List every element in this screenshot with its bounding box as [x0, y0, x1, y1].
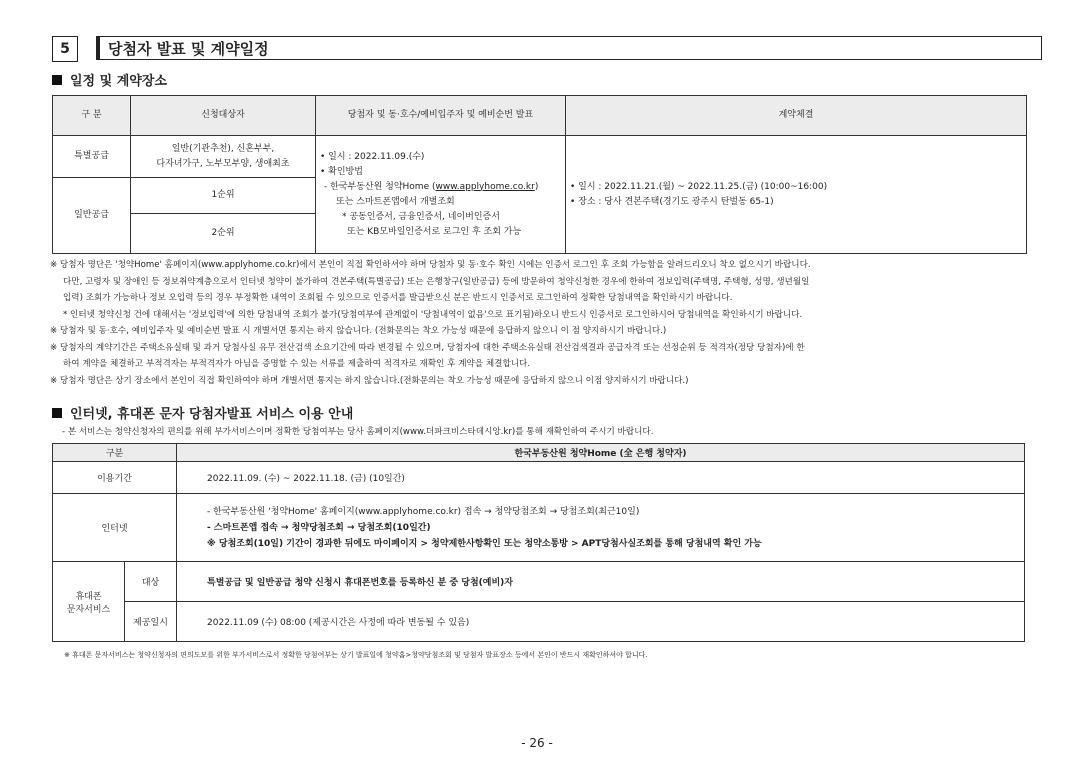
- square-bullet-icon: [52, 75, 62, 85]
- special-supply-label: 특별공급: [53, 136, 131, 178]
- table-row: [53, 462, 1025, 494]
- period-label: 이용기간: [53, 462, 177, 494]
- general-rank2: 2순위: [131, 214, 316, 254]
- applyhome-link[interactable]: www.applyhome.co.kr: [435, 181, 535, 192]
- service-footnote: ※ 휴대폰 문자서비스는 청약신청자의 편의도모를 위한 부가서비스로서 정확한 당첨여부는 상기 발표일에 청약홈>청약당첨조회 및 당첨자 발표장소 등에서 본인이 반드시 재확인하셔야 합니다.: [64, 651, 648, 659]
- notes-block: [50, 257, 1030, 389]
- sms-target-value: 특별공급 및 일반공급 청약 신청시 휴대폰번호를 등록하신 분 중 당첨(예비)자: [177, 562, 1025, 602]
- general-supply-label: 일반공급: [53, 178, 131, 254]
- section-number: 5: [52, 36, 78, 62]
- internet-label: 인터넷: [53, 494, 177, 562]
- note-line: * 인터넷 청약신청 건에 대해서는 '정보입력'에 의한 당첨내역 조회가 불가(당첨여부에 관계없이 '당첨내역이 없음'으로 표기됨)하오니 반드시 인증서로 로그인하시어 당첨내역을 확인하시기 바랍니다.: [63, 309, 803, 320]
- announce-date: • 일시 : 2022.11.09.(수): [320, 151, 425, 162]
- square-bullet-icon: [52, 408, 62, 418]
- table-row: [53, 562, 1025, 602]
- contract-date: • 일시 : 2022.11.21.(월) ~ 2022.11.25.(금) (10:00~16:00): [570, 181, 828, 192]
- sms-label-line: 문자서비스: [66, 604, 111, 615]
- contract-place: • 장소 : 당사 견본주택(경기도 광주시 탄벌동 65-1): [570, 196, 774, 207]
- announce-line: 또는 스마트폰앱에서 개별조회: [336, 196, 455, 207]
- service-heading: [52, 403, 353, 422]
- contract-cell: [566, 136, 1027, 254]
- table-row: [53, 136, 1027, 178]
- col-header-contract: 계약체결: [566, 96, 1027, 136]
- note-line: ※ 당첨자 명단은 상기 장소에서 본인이 직접 확인하여야 하며 개별서면 통지는 하지 않습니다.(전화문의는 착오 가능성 때문에 응답하지 않으니 이점 양지하시기 바랍니다.): [50, 375, 689, 386]
- internet-line: ※ 당첨조회(10일) 기간이 경과한 뒤에도 마이페이지 > 청약제한사항확인 또는 청약소통방 > APT당첨사실조회를 통해 당첨내역 확인 가능: [207, 538, 762, 549]
- service-header-value: 한국부동산원 청약Home (全 은행 청약자): [177, 444, 1025, 462]
- col-header-target: 신청대상자: [131, 96, 316, 136]
- general-rank1: 1순위: [131, 178, 316, 214]
- special-target-line: 일반(기관추천), 신혼부부,: [171, 143, 275, 154]
- internet-cell: [177, 494, 1025, 562]
- note-line: 하여 계약을 체결하고 부적격자는 부적격자가 아님을 증명할 수 있는 서류를 제출하여 적격자로 재확인 후 계약을 체결합니다.: [63, 359, 531, 369]
- table-row: [53, 494, 1025, 562]
- sms-label-line: 휴대폰: [75, 591, 102, 602]
- note-line: 다만, 고령자 및 장애인 등 정보취약계층으로서 인터넷 청약이 불가하여 견본주택(특별공급) 또는 은행창구(일반공급) 등에 방문하여 청약신청한 경우에 한하여 정보입력(주택명, 주택형, 성명, 생년월일: [63, 276, 810, 287]
- service-heading-text: 인터넷, 휴대폰 문자 당첨자발표 서비스 이용 안내: [70, 407, 354, 422]
- service-intro: - 본 서비스는 청약신청자의 편의를 위해 부가서비스이며 정확한 당첨여부는 당사 홈페이지(www.더파크비스타데시앙.kr)를 통해 재확인하여 주시기 바랍니다.: [62, 427, 654, 437]
- internet-line: - 한국부동산원 '청약Home' 홈페이지(www.applyhome.co.kr) 접속 → 청약당첨조회 → 당첨조회(최근10일): [207, 506, 640, 517]
- sms-time-value: 2022.11.09 (수) 08:00 (제공시간은 사정에 따라 변동될 수 있음): [177, 602, 1025, 642]
- note-line: ※ 당첨자 및 동·호수, 예비입주자 및 예비순번 발표 시 개별서면 통지는 하지 않습니다. (전화문의는 착오 가능성 때문에 응답하지 않으니 이 점 양지하시기 바랍니다.): [50, 326, 667, 336]
- announce-line-suffix: ): [534, 181, 539, 192]
- note-line: ※ 당첨자 명단은 '청약Home' 홈페이지(www.applyhome.co.kr)에서 본인이 직접 확인하셔야 하며 당첨자 및 동·호수 확인 시에는 인증서 로그인 후 조회 가능함을 알려드리오니 착오 없으시기 바랍니다.: [50, 260, 811, 270]
- note-line: 입력) 조회가 가능하나 정보 오입력 등의 경우 부정확한 내역이 조회될 수 있으므로 인증서를 발급받으신 분은 반드시 인증서로 로그인하여 정확한 당첨내역을 확인하시기 바랍니다.: [63, 293, 733, 303]
- section-header: [52, 36, 269, 62]
- announce-method: • 확인방법: [320, 166, 363, 177]
- announce-line-prefix: - 한국부동산원 청약Home (: [324, 181, 436, 192]
- sms-time-label: 제공일시: [125, 602, 177, 642]
- announce-cell: [316, 136, 566, 254]
- schedule-heading-text: 일정 및 계약장소: [70, 74, 167, 89]
- table-header-row: [53, 96, 1027, 136]
- page-number: - 26 -: [521, 736, 553, 750]
- sms-target-label: 대상: [125, 562, 177, 602]
- announce-line: * 공동인증서, 금융인증서, 네이버인증서: [342, 211, 500, 222]
- sms-service-label: [53, 562, 125, 642]
- table-header-row: [53, 444, 1025, 462]
- internet-line: - 스마트폰앱 접속 → 청약당첨조회 → 당첨조회(10일간): [207, 522, 431, 533]
- announce-line: [320, 180, 561, 195]
- schedule-heading: [52, 70, 167, 89]
- period-value: 2022.11.09. (수) ~ 2022.11.18. (금) (10일간): [177, 462, 1025, 494]
- special-target-line: 다자녀가구, 노부모부양, 생애최초: [156, 158, 290, 169]
- table-row: [53, 602, 1025, 642]
- announce-line: 또는 KB모바일인증서로 로그인 후 조회 가능: [347, 226, 522, 237]
- section-title: 당첨자 발표 및 계약일정: [96, 36, 1042, 60]
- col-header-announce: 당첨자 및 동·호수/예비입주자 및 예비순번 발표: [316, 96, 566, 136]
- service-table: [52, 443, 1025, 642]
- service-header-label: 구분: [53, 444, 177, 462]
- schedule-table: [52, 95, 1027, 254]
- note-line: ※ 당첨자의 계약기간은 주택소유실태 및 과거 당첨사실 유무 전산검색 소요기간에 따라 변경될 수 있으며, 당첨자에 대한 주택소유실태 전산검색결과 공급자격 또는 선정순위 등 적격자(정당 당첨자)에 한: [50, 342, 805, 353]
- col-header-category: 구 분: [53, 96, 131, 136]
- special-supply-target: [131, 136, 316, 178]
